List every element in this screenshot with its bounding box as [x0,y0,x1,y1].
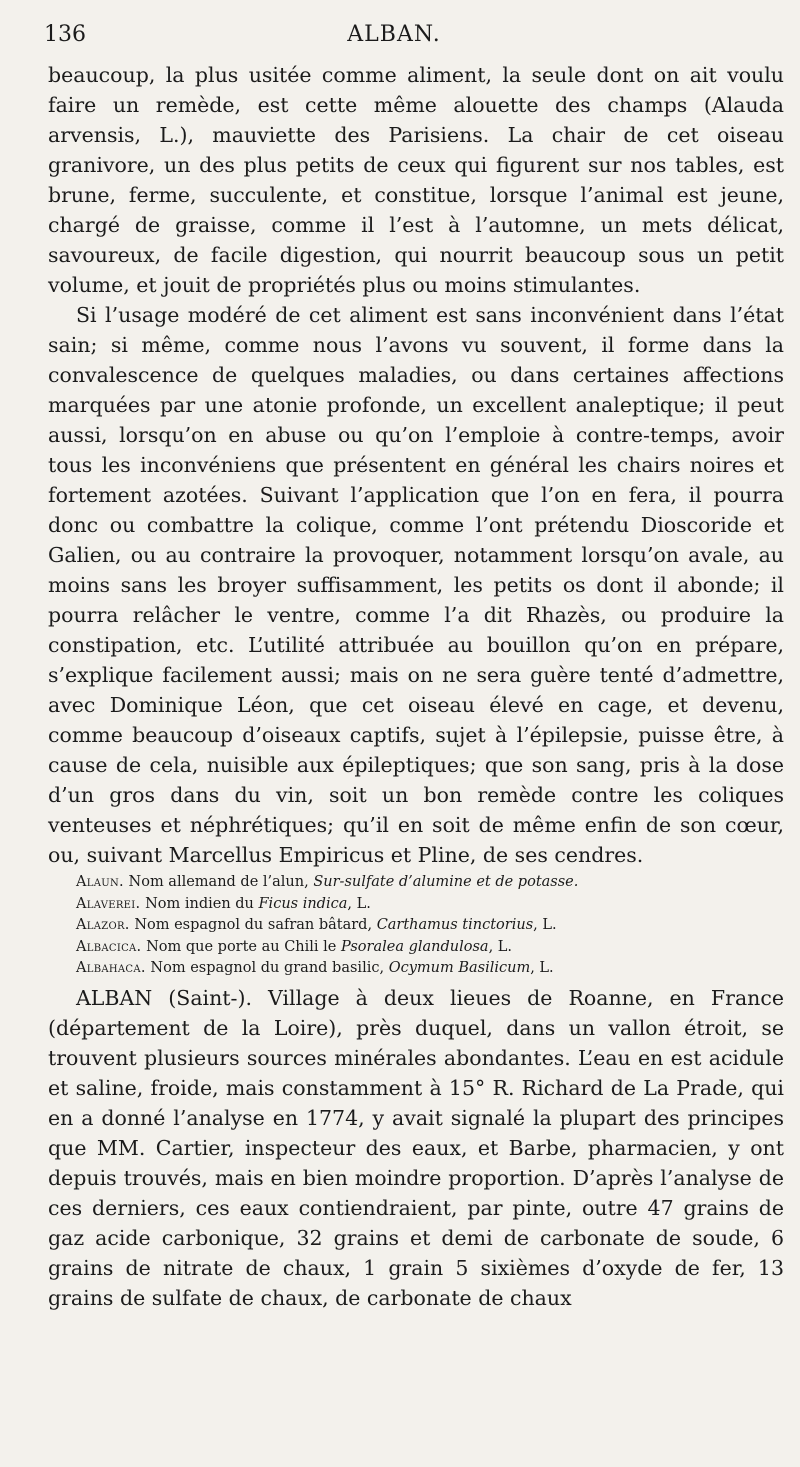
paragraph-alouette-continued: beaucoup, la plus usitée comme aliment, la seule dont on ait voulu faire un remède, est cette même alouette des champs (Alauda arvensis, L.), mauviette des Parisiens. La chair de cet oiseau granivore, un des plus petits de ceux qui figurent sur nos tables, est brune, ferme, succulente, et constitue, lorsque l’animal est jeune, chargé de graisse, comme il l’est à l’automne, un mets délicat, savoureux, de facile digestion, qui nourrit beaucoup sous un petit volume, et jouit de propriétés plus ou moins stimulantes. [48,63,784,297]
page-number: 136 [44,22,86,47]
page-body [48,60,784,1313]
small-entries [48,872,784,980]
entry-alban-saint: ALBAN (Saint-). Village à deux lieues de Roanne, en France (département de la Loire), près duquel, dans un vallon étroit, se trouvent plusieurs sources minérales abondantes. L’eau en est acidule et saline, froide, mais constamment à 15° R. Richard de La Prade, qui en a donné l’analyse en 1774, y avait signalé la plupart des principes que MM. Cartier, inspecteur des eaux, et Barbe, pharmacien, y ont depuis trouvés, mais en bien moindre proportion. D’après l’analyse de ces derniers, ces eaux contiendraient, par pinte, outre 47 grains de gaz acide carbonique, 32 grains et demi de carbonate de soude, 6 grains de nitrate de chaux, 1 grain 5 sixièmes d’oxyde de fer, 13 grains de sulfate de chaux, de carbonate de chaux [48,985,784,1310]
entry-alaverei: Alaverei. Nom indien du Ficus indica, L. [76,895,371,912]
paragraph-usage: Si l’usage modéré de cet aliment est sans inconvénient dans l’état sain; si même, comme nous l’avons vu souvent, il forme dans la convalescence de quelques maladies, ou dans certaines affections marquées par une atonie profonde, un excellent analeptique; il peut aussi, lorsqu’on en abuse ou qu’on l’emploie à contre-temps, avoir tous les inconvéniens que présentent en général les chairs noires et fortement azotées. Suivant l’application que l’on en fera, il pourra donc ou combattre la colique, comme l’ont prétendu Dioscoride et Galien, ou au contraire la provoquer, notamment lorsqu’on avale, au moins sans les broyer suffisamment, les petits os dont il abonde; il pourra relâcher le ventre, comme l’a dit Rhazès, ou produire la constipation, etc. L’utilité attribuée au bouillon qu’on en prépare, s’explique facilement aussi; mais on ne sera guère tenté d’admettre, avec Dominique Léon, que cet oiseau élevé en cage, et devenu, comme beaucoup d’oiseaux captifs, sujet à l’épilepsie, puisse être, à cause de cela, nuisible aux épileptiques; que son sang, pris à la dose d’un gros dans du vin, soit un bon remède contre les coliques venteuses et néphrétiques; qu’il en soit de même enfin de son cœur, ou, suivant Marcellus Empiricus et Pline, de ses cendres. [48,303,784,867]
running-title: ALBAN. [347,22,441,47]
entry-albahaca: Albahaca. Nom espagnol du grand basilic, Ocymum Basilicum, L. [76,960,554,976]
page-header [44,22,744,56]
entry-alaun: Alaun. Nom allemand de l’alun, Sur-sulfate d’alumine et de potasse. [76,874,579,890]
entry-alazor: Alazor. Nom espagnol du safran bâtard, Carthamus tinctorius, L. [76,917,557,933]
entry-albacica: Albacica. Nom que porte au Chili le Psoralea glandulosa, L. [76,938,513,955]
